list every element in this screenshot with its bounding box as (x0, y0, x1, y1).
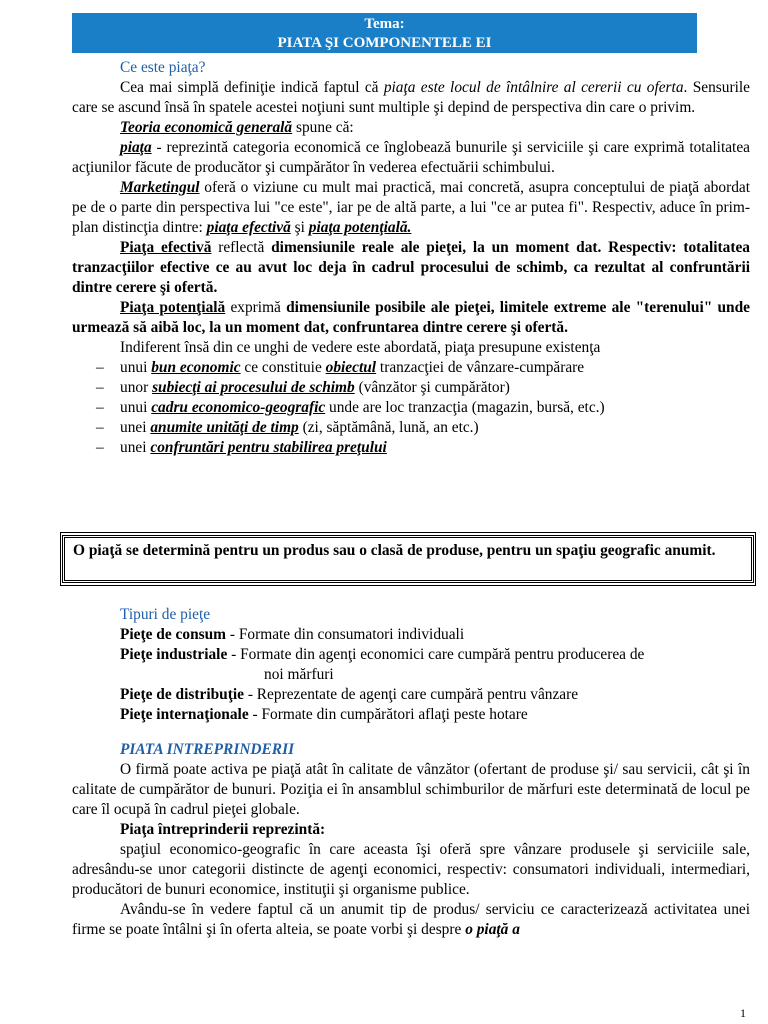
paragraph (72, 118, 750, 138)
page-number: 1 (740, 1006, 746, 1020)
text-run: unei (120, 439, 151, 456)
emphasis-text: piaţa efectivă (206, 219, 291, 236)
market-type-desc: - Formate din consumatori individuali (226, 626, 465, 643)
banner-label: Tema: (364, 16, 405, 32)
list-item (72, 358, 750, 378)
emphasis-text: Piaţa potenţială (120, 299, 226, 316)
emphasis-text: Piaţa efectivă (120, 239, 212, 256)
emphasis-text: obiectul (325, 359, 377, 376)
market-type-term: Pieţe internaţionale (120, 706, 249, 723)
section-heading: Tipuri de pieţe (120, 606, 211, 623)
text-run: unde are loc tranzacţia (magazin, bursă, etc.) (325, 399, 605, 416)
emphasis-text: o piaţă a (465, 921, 520, 938)
paragraph: Indiferent însă din ce unghi de vedere este abordată, piaţa presupune existenţa (120, 339, 601, 356)
text-run: . Sensurile care se ascund însă în spatele acestei noţiuni sunt multiple şi depind de perspectiva din care o privim. (72, 79, 750, 116)
topic-banner (72, 13, 697, 53)
list-item (72, 438, 750, 458)
market-type-continuation: noi mărfuri (264, 666, 334, 683)
paragraph-bold: Piaţa întreprinderii reprezintă: (120, 821, 326, 838)
text-run: spune că: (292, 119, 354, 136)
text-run: exprimă (225, 299, 287, 316)
paragraph (72, 238, 750, 298)
text-run: Cea mai simplă definiţie indică faptul că (120, 79, 384, 96)
market-type-row (72, 685, 750, 705)
text-run: (vânzător şi cumpărător) (354, 379, 510, 396)
callout-box: O piaţă se determină pentru un produs sau o clasă de produse, pentru un spaţiu geografic anumit. (62, 535, 754, 583)
bold-text: dimensiunile posibile ale pieţei, limitele extreme ale "terenului" unde urmează să aibă loc, la un moment dat, confruntarea dintre cerere şi ofertă. (72, 299, 750, 336)
market-type-term: Pieţe industriale (120, 646, 228, 663)
market-type-row (72, 705, 750, 725)
emphasis-text: Teoria economică generală (120, 119, 293, 136)
section-market-types (72, 605, 750, 725)
market-type-row (72, 625, 750, 645)
market-type-term: Pieţe de distribuţie (120, 686, 244, 703)
paragraph (72, 298, 750, 338)
emphasis-text: subiecţi ai procesului de schimb (152, 379, 355, 396)
dash-bullet: – (96, 399, 104, 416)
market-type-term: Pieţe de consum (120, 626, 227, 643)
emphasis-text: confruntări pentru stabilirea preţului (150, 439, 387, 456)
paragraph (72, 78, 750, 118)
list-item (72, 398, 750, 418)
text-run: oferă o viziune cu mult mai practică, mai concretă, asupra conceptului de piaţă abordat pe de o parte din perspectiva lui "ce este", iar pe de altă parte, a lui "ce ar putea fi". Respectiv, aduce în prim-plan distincţia dintre: (72, 179, 750, 236)
text-run: Avându-se în vedere faptul că un anumit tip de produs/ serviciu ce caracterizează activitatea unei firme se poate întâlni şi în oferta alteia, se poate vorbi şi despre (72, 901, 750, 938)
paragraph (72, 900, 750, 940)
paragraph (72, 178, 750, 238)
text-run: unui (120, 359, 152, 376)
dash-bullet: – (96, 359, 104, 376)
emphasis-text: bun economic (151, 359, 241, 376)
paragraph: spaţiul economico-geografic în care aceasta îşi oferă spre vânzare produsele şi serviciile sale, adresându-se unor categorii distincte de agenţi economici, respectiv: consumatori individuali, intermediari, producători de bunuri economice, instituţii şi organisme publice. (72, 841, 750, 898)
list-item (72, 378, 750, 398)
emphasis-text: piaţa (120, 139, 152, 156)
market-type-desc: - Formate din cumpărători aflaţi peste hotare (248, 706, 528, 723)
emphasis-text: Marketingul (120, 179, 200, 196)
section-enterprise-market (72, 740, 750, 940)
text-run: - reprezintă categoria economică ce înglobează bunurile şi serviciile şi care exprimă totalitatea acţiunilor făcute de producător şi cumpărător în vederea efectuării schimbului. (72, 139, 750, 176)
emphasis-text: cadru economico-geografic (151, 399, 326, 416)
emphasis-text: piaţa potenţială. (308, 219, 412, 236)
emphasis-text: anumite unităţi de timp (150, 419, 299, 436)
dash-bullet: – (96, 439, 104, 456)
text-run: tranzacţiei de vânzare-cumpărare (376, 359, 585, 376)
banner-title: PIATA ŞI COMPONENTELE EI (277, 35, 492, 51)
market-type-row (72, 645, 750, 665)
bold-text: dimensiunile reale ale pieţei, la un moment dat. Respectiv: totalitatea tranzacţiilor efective ce au avut loc deja în cadrul procesului de schimb, ca rezultat al confruntării dintre cerere şi ofertă. (72, 239, 751, 296)
list-item (72, 418, 750, 438)
text-run: (zi, săptămână, lună, an etc.) (298, 419, 479, 436)
text-run: unei (120, 419, 151, 436)
text-run: unor (120, 379, 153, 396)
section-heading: Ce este piaţa? (120, 59, 206, 76)
market-type-desc: - Formate din agenţi economici care cumpără pentru producerea de (227, 646, 645, 663)
text-run: reflectă (211, 239, 272, 256)
dash-bullet: – (96, 419, 104, 436)
section-market-definition (72, 58, 750, 458)
requirements-list (72, 358, 750, 458)
paragraph: O firmă poate activa pe piaţă atât în calitate de vânzător (ofertant de produse şi/ sau servicii, cât şi în calitate de cumpărător de bunuri. Poziţia ei în ansamblul schimburilor de mărfuri este determinată de locul pe care îl ocupă în cadrul pieţei globale. (72, 761, 750, 818)
emphasis-text: piaţa este locul de întâlnire al cererii cu oferta (383, 79, 684, 96)
text-run: ce constituie (240, 359, 326, 376)
paragraph (72, 138, 750, 178)
section-heading: PIATA INTREPRINDERII (120, 741, 295, 758)
text-run: unui (120, 399, 152, 416)
dash-bullet: – (96, 379, 104, 396)
market-type-desc: - Reprezentate de agenţi care cumpără pentru vânzare (243, 686, 579, 703)
text-run: şi (290, 219, 309, 236)
